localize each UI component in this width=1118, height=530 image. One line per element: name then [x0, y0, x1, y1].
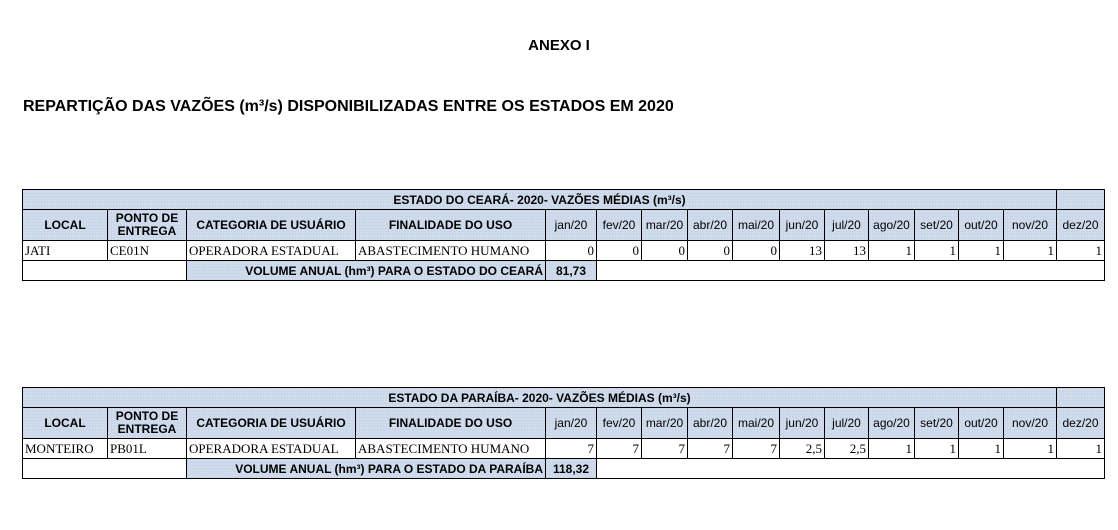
cell-value: 1 — [869, 439, 915, 459]
cell-value: 2,5 — [825, 439, 869, 459]
table-title: ESTADO DO CEARÁ- 2020- VAZÕES MÉDIAS (m³/s) — [23, 190, 1057, 210]
volume-blank-cell — [597, 459, 1105, 479]
header-month: out/20 — [959, 408, 1004, 439]
header-month: ago/20 — [869, 210, 915, 241]
cell-value: 1 — [1057, 241, 1105, 261]
header-month: ago/20 — [869, 408, 915, 439]
header-month: jul/20 — [825, 408, 869, 439]
header-month: jun/20 — [780, 408, 825, 439]
header-ponto: PONTO DE ENTREGA — [108, 408, 187, 439]
volume-label: VOLUME ANUAL (hm³) PARA O ESTADO DO CEARÁ — [187, 261, 546, 281]
header-month: abr/20 — [688, 210, 733, 241]
cell-value: 0 — [597, 241, 642, 261]
table-row — [23, 241, 1105, 261]
header-finalidade: FINALIDADE DO USO — [356, 408, 546, 439]
cell-value: 1 — [869, 241, 915, 261]
cell-value: 7 — [688, 439, 733, 459]
cell-finalidade: ABASTECIMENTO HUMANO — [356, 241, 546, 261]
header-month: out/20 — [959, 210, 1004, 241]
cell-value: 0 — [688, 241, 733, 261]
header-month: abr/20 — [688, 408, 733, 439]
header-categoria: CATEGORIA DE USUÁRIO — [187, 408, 356, 439]
cell-value: 1 — [1057, 439, 1105, 459]
header-month: mai/20 — [733, 408, 780, 439]
cell-value: 13 — [825, 241, 869, 261]
header-month: jan/20 — [546, 210, 597, 241]
table-title-blank-cell — [1057, 388, 1105, 408]
cell-value: 7 — [546, 439, 597, 459]
cell-value: 2,5 — [780, 439, 825, 459]
cell-value: 0 — [642, 241, 688, 261]
cell-categoria: OPERADORA ESTADUAL — [187, 241, 356, 261]
header-local: LOCAL — [23, 210, 108, 241]
header-categoria: CATEGORIA DE USUÁRIO — [187, 210, 356, 241]
header-month: nov/20 — [1004, 408, 1057, 439]
cell-value: 0 — [733, 241, 780, 261]
cell-value: 1 — [915, 241, 959, 261]
volume-label: VOLUME ANUAL (hm³) PARA O ESTADO DA PARAÍBA — [187, 459, 546, 479]
volume-blank-cell — [597, 261, 1105, 281]
header-month: jan/20 — [546, 408, 597, 439]
header-month: mar/20 — [642, 408, 688, 439]
cell-ponto: PB01L — [108, 439, 187, 459]
header-local: LOCAL — [23, 408, 108, 439]
volume-value: 118,32 — [546, 459, 597, 479]
cell-local: MONTEIRO — [23, 439, 108, 459]
header-month: jul/20 — [825, 210, 869, 241]
header-ponto: PONTO DE ENTREGA — [108, 210, 187, 241]
cell-value: 7 — [642, 439, 688, 459]
table-title-blank-cell — [1057, 190, 1105, 210]
header-month: fev/20 — [597, 210, 642, 241]
volume-row — [23, 261, 1105, 281]
header-month: jun/20 — [780, 210, 825, 241]
ceara-flow-table — [22, 189, 1105, 281]
cell-value: 7 — [733, 439, 780, 459]
table-title: ESTADO DA PARAÍBA- 2020- VAZÕES MÉDIAS (m³/s) — [23, 388, 1057, 408]
cell-value: 1 — [915, 439, 959, 459]
header-month: nov/20 — [1004, 210, 1057, 241]
header-month: dez/20 — [1057, 210, 1105, 241]
header-month: mai/20 — [733, 210, 780, 241]
table-row — [23, 439, 1105, 459]
header-month: set/20 — [915, 408, 959, 439]
cell-value: 1 — [1004, 241, 1057, 261]
header-finalidade: FINALIDADE DO USO — [356, 210, 546, 241]
cell-value: 1 — [959, 439, 1004, 459]
cell-local: JATI — [23, 241, 108, 261]
cell-finalidade: ABASTECIMENTO HUMANO — [356, 439, 546, 459]
cell-value: 7 — [597, 439, 642, 459]
annex-title: ANEXO I — [528, 37, 590, 54]
cell-value: 13 — [780, 241, 825, 261]
cell-value: 1 — [959, 241, 1004, 261]
header-month: set/20 — [915, 210, 959, 241]
volume-value: 81,73 — [546, 261, 597, 281]
volume-blank-cell — [23, 459, 187, 479]
cell-ponto: CE01N — [108, 241, 187, 261]
cell-value: 0 — [546, 241, 597, 261]
paraiba-flow-table — [22, 387, 1105, 479]
volume-blank-cell — [23, 261, 187, 281]
document-title: REPARTIÇÃO DAS VAZÕES (m³/s) DISPONIBILIZADAS ENTRE OS ESTADOS EM 2020 — [23, 98, 674, 115]
volume-row — [23, 459, 1105, 479]
header-month: dez/20 — [1057, 408, 1105, 439]
cell-value: 1 — [1004, 439, 1057, 459]
cell-categoria: OPERADORA ESTADUAL — [187, 439, 356, 459]
header-month: fev/20 — [597, 408, 642, 439]
header-month: mar/20 — [642, 210, 688, 241]
